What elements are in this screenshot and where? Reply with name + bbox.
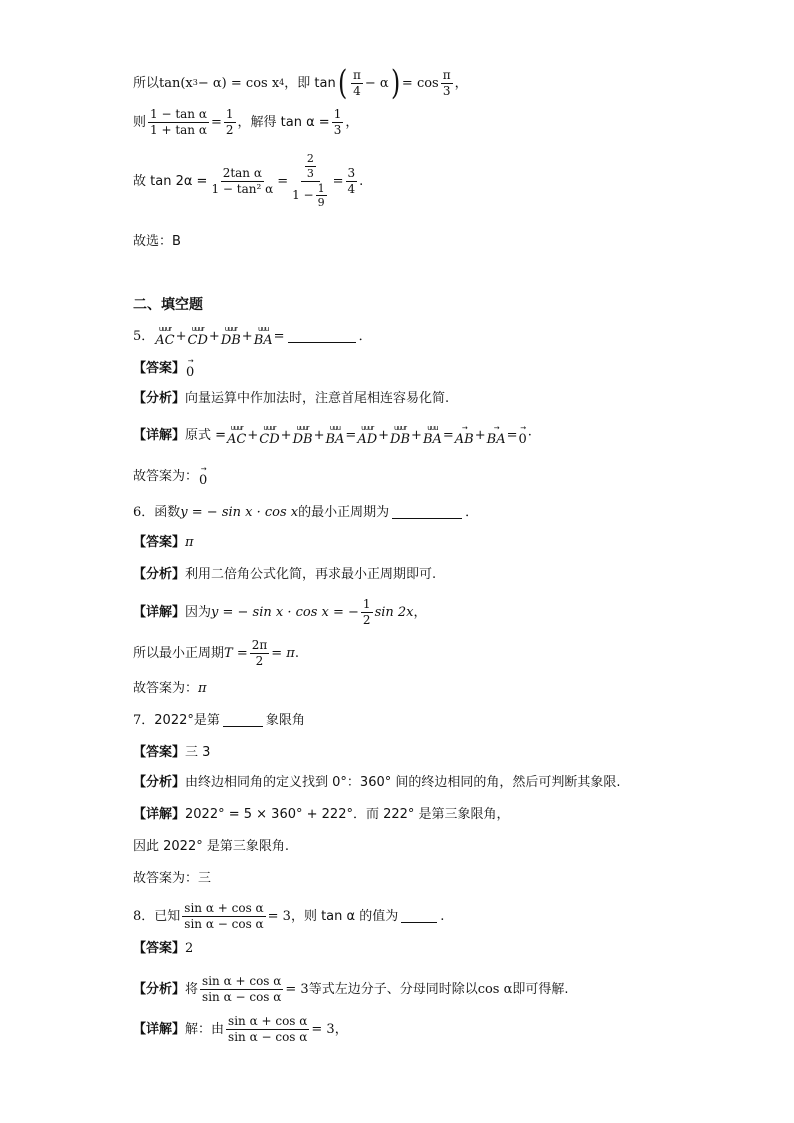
vector-db — [390, 425, 410, 446]
denominator: 4 — [353, 83, 361, 98]
detail-tag: 【详解】 — [133, 1022, 186, 1037]
question-number: 5． — [133, 329, 155, 344]
answer-value: 0 — [186, 365, 195, 380]
solution-line-3 — [133, 152, 363, 210]
vector-label: BA — [422, 432, 442, 447]
fraction-half — [361, 597, 373, 628]
vector-label: BA — [486, 432, 506, 447]
numerator: 2 — [306, 152, 314, 165]
vector-label: AC — [227, 432, 247, 447]
q6-analysis — [133, 568, 436, 581]
subscript: 4 — [279, 78, 285, 87]
detail-text: 2022° = 5 × 360° + 222°．而 222° 是第三象限角， — [185, 807, 510, 822]
answer-blank — [392, 507, 462, 519]
question-number: 8． — [133, 909, 155, 924]
vector-mark: uuu — [329, 424, 341, 432]
question-5 — [133, 326, 372, 347]
final-answer-text: 故答案为： — [133, 681, 199, 696]
text: = — [210, 115, 222, 130]
vector-label: DB — [390, 432, 411, 447]
answer-tag: 【答案】 — [133, 941, 186, 956]
left-paren: ( — [337, 63, 347, 103]
text: ，则 tan α 的值为 — [290, 909, 399, 924]
text: + — [175, 329, 187, 344]
denominator: 3 — [442, 83, 451, 98]
q5-analysis — [133, 392, 449, 405]
fraction-2pi-over-2 — [250, 638, 270, 669]
text: ， — [454, 75, 468, 91]
vector-label: DB — [220, 333, 241, 348]
q7-detail — [133, 808, 510, 821]
vector-ac — [155, 326, 174, 347]
fraction-half — [224, 107, 236, 138]
fraction-sin-cos — [182, 901, 265, 932]
vector-ab — [455, 425, 474, 446]
detail-tag: 【详解】 — [133, 605, 186, 620]
vector-mark: → — [461, 424, 467, 432]
text: − α — [364, 75, 389, 91]
q7-answer — [133, 746, 210, 759]
denominator: 3 — [306, 166, 314, 180]
analysis-text: 向量运算中作加法时，注意首尾相连容易化简. — [185, 391, 450, 406]
q8-analysis — [133, 974, 569, 1005]
numerator: sin α + cos α — [184, 901, 264, 915]
vector-mark: → — [187, 357, 193, 365]
text: − α) = cos x — [197, 75, 280, 91]
numerator: 2tan α — [222, 165, 262, 180]
numerator: 2π — [251, 638, 268, 652]
text: = — [273, 329, 285, 344]
fraction-one-ninth — [316, 182, 327, 211]
compound-fraction — [290, 152, 331, 210]
text: + — [313, 428, 325, 443]
expression: cos α — [477, 982, 513, 997]
text: 函数 — [154, 505, 181, 520]
zero-vector — [519, 425, 527, 446]
vector-mark: → — [493, 424, 499, 432]
text: 1 − — [292, 188, 314, 203]
fraction-sin-cos — [200, 974, 283, 1005]
choice-answer: 故选：B — [133, 234, 181, 249]
answer-value: π — [198, 681, 207, 696]
subscript: 3 — [192, 78, 198, 87]
denominator: sin α − cos α — [202, 990, 282, 1004]
text: . — [359, 173, 364, 189]
denominator: sin α − cos α — [228, 1030, 308, 1044]
text: = 3 — [285, 982, 309, 997]
text: = — [345, 428, 357, 443]
denominator: 2 — [225, 123, 234, 137]
vector-mark: uuur — [296, 424, 309, 432]
vector-mark: uuur — [191, 325, 204, 333]
vector-db — [293, 425, 313, 446]
vector-mark: uuu — [258, 325, 269, 333]
q8-answer — [133, 942, 193, 955]
vector-mark: → — [200, 465, 206, 473]
vector-label: AC — [155, 333, 175, 348]
text: 将 — [185, 982, 199, 997]
vector-label: BA — [253, 333, 273, 348]
vector-ba — [423, 425, 442, 446]
text: tan(x — [159, 75, 193, 91]
text: 故 tan 2α = — [133, 173, 208, 189]
q6-answer — [133, 536, 194, 549]
q5-answer — [133, 358, 195, 379]
fraction-pi-over-3 — [441, 68, 453, 99]
vector-mark: uuur — [361, 424, 374, 432]
q7-analysis — [133, 776, 621, 789]
section-title: 二、填空题 — [133, 297, 203, 313]
vector-ad — [357, 425, 377, 446]
expression: y = − sin x · cos x = − — [211, 605, 359, 620]
analysis-tag: 【分析】 — [133, 775, 186, 790]
fraction-tan — [148, 107, 209, 138]
text: = — [277, 173, 289, 189]
vector-ba — [325, 425, 344, 446]
text: = cos — [401, 75, 439, 91]
question-6 — [133, 506, 478, 519]
question-number: 7． — [133, 713, 155, 728]
text: = — [506, 428, 518, 443]
text: ， — [413, 605, 427, 620]
solution-line-1 — [133, 63, 468, 103]
denominator: 9 — [317, 196, 325, 210]
text: . — [440, 909, 445, 924]
text: + — [280, 428, 292, 443]
vector-mark: uuur — [230, 424, 243, 432]
numerator: 1 − tan α — [150, 107, 207, 121]
vector-mark: uuur — [224, 325, 237, 333]
text: . — [294, 646, 299, 661]
vector-label: AD — [357, 432, 378, 447]
answer-value: π — [185, 535, 194, 550]
detail-tag: 【详解】 — [133, 807, 186, 822]
text: 已知 — [154, 909, 181, 924]
numerator: 1 — [225, 107, 234, 121]
vector-mark: uuur — [158, 325, 172, 333]
text: ， — [345, 115, 359, 130]
vector-mark: uuu — [427, 424, 438, 432]
text: · — [527, 428, 532, 443]
q6-period — [133, 638, 299, 669]
numerator: 1 — [317, 181, 325, 195]
text: 2022°是第 — [154, 713, 220, 728]
text: 原式 = — [185, 428, 227, 443]
answer-tag: 【答案】 — [133, 535, 186, 550]
numerator: sin α + cos α — [202, 974, 282, 988]
question-8 — [133, 901, 444, 932]
q7-final: 故答案为：三 — [133, 871, 212, 886]
zero-vector — [186, 358, 194, 379]
answer-value: 三 3 — [185, 745, 211, 760]
text: = 3 — [311, 1022, 335, 1037]
text: = — [442, 428, 454, 443]
text: 则 — [133, 115, 147, 130]
fraction-pi-over-4 — [351, 68, 363, 99]
text: 所以最小正周期 — [133, 646, 225, 661]
vector-label: DB — [292, 432, 313, 447]
text: + — [247, 428, 259, 443]
analysis-text: 由终边相同角的定义找到 0°：360° 间的终边相同的角，然后可判断其象限. — [185, 775, 621, 790]
vector-label: AB — [454, 432, 474, 447]
question-7 — [133, 714, 305, 727]
vector-label: CD — [259, 432, 280, 447]
text: 因为 — [185, 605, 212, 620]
denominator: 1 − tan² α — [211, 181, 274, 196]
denominator: 2 — [362, 613, 371, 627]
text: = 3 — [267, 909, 291, 924]
vector-cd — [188, 326, 208, 347]
vector-mark: uuur — [393, 424, 407, 432]
text: ，即 tan — [284, 75, 336, 91]
text: = — [332, 173, 344, 189]
denominator: sin α − cos α — [184, 917, 264, 931]
fraction-two-thirds — [305, 152, 316, 181]
vector-ba — [487, 425, 506, 446]
analysis-text: 利用二倍角公式化简，再求最小正周期即可. — [185, 567, 437, 582]
text: + — [411, 428, 422, 443]
question-number: 6． — [133, 505, 155, 520]
expression: = π — [271, 646, 295, 661]
q8-detail — [133, 1014, 348, 1045]
q5-detail — [133, 425, 532, 446]
compound-numerator — [301, 152, 320, 182]
answer-tag: 【答案】 — [133, 745, 186, 760]
expression: T = — [224, 646, 248, 661]
zero: 0 — [518, 432, 527, 447]
denominator: 4 — [347, 181, 356, 196]
analysis-tag: 【分析】 — [133, 982, 186, 997]
vector-ac — [227, 425, 246, 446]
analysis-tag: 【分析】 — [133, 391, 186, 406]
vector-mark: → — [520, 424, 526, 432]
text: 即可得解. — [512, 982, 569, 997]
denominator: 3 — [333, 123, 342, 137]
text: ， — [334, 1022, 348, 1037]
text: + — [474, 428, 486, 443]
fraction-one-third — [332, 107, 344, 138]
q5-final — [133, 466, 208, 487]
answer-value: 2 — [185, 941, 194, 956]
numerator: 1 — [362, 597, 371, 611]
vector-label: CD — [187, 333, 208, 348]
text: ． — [358, 329, 372, 344]
answer-value: 0 — [199, 473, 208, 488]
vector-cd — [259, 425, 279, 446]
fraction-sin-cos — [226, 1014, 309, 1045]
text: + — [378, 428, 390, 443]
text: ． — [465, 505, 479, 520]
analysis-tag: 【分析】 — [133, 567, 186, 582]
numerator: π — [352, 67, 361, 82]
numerator: 1 — [333, 107, 342, 121]
text: 的最小正周期为 — [298, 505, 390, 520]
text: 所以 — [133, 75, 160, 91]
denominator: 2 — [255, 654, 264, 668]
text: + — [241, 329, 253, 344]
right-paren: ) — [390, 63, 400, 103]
final-answer-text: 故答案为： — [133, 469, 199, 484]
vector-label: BA — [325, 432, 345, 447]
vector-mark: uuur — [263, 424, 276, 432]
numerator: 3 — [347, 165, 356, 180]
zero-vector — [199, 466, 207, 487]
vector-db — [221, 326, 241, 347]
q6-final — [133, 682, 207, 695]
fraction-three-quarters — [346, 166, 358, 197]
answer-blank — [288, 331, 356, 343]
compound-denominator — [290, 182, 331, 211]
denominator: 1 + tan α — [150, 123, 207, 137]
q7-conclusion: 因此 2022° 是第三象限角. — [133, 839, 289, 854]
numerator: π — [442, 67, 451, 82]
numerator: sin α + cos α — [228, 1014, 308, 1028]
text: + — [208, 329, 220, 344]
fraction-tan2a — [209, 166, 275, 197]
text: 解：由 — [185, 1022, 225, 1037]
solution-line-2 — [133, 107, 358, 138]
text: 象限角 — [265, 713, 305, 728]
answer-blank — [223, 715, 263, 727]
vector-ba — [254, 326, 273, 347]
text: 等式左边分子、分母同时除以 — [308, 982, 478, 997]
q6-detail — [133, 597, 427, 628]
function-expression: y = − sin x · cos x — [180, 505, 299, 520]
text: ，解得 tan α = — [237, 115, 330, 130]
expression: sin 2x — [374, 605, 414, 620]
detail-tag: 【详解】 — [133, 428, 186, 443]
answer-blank — [401, 911, 437, 923]
answer-tag: 【答案】 — [133, 361, 186, 376]
